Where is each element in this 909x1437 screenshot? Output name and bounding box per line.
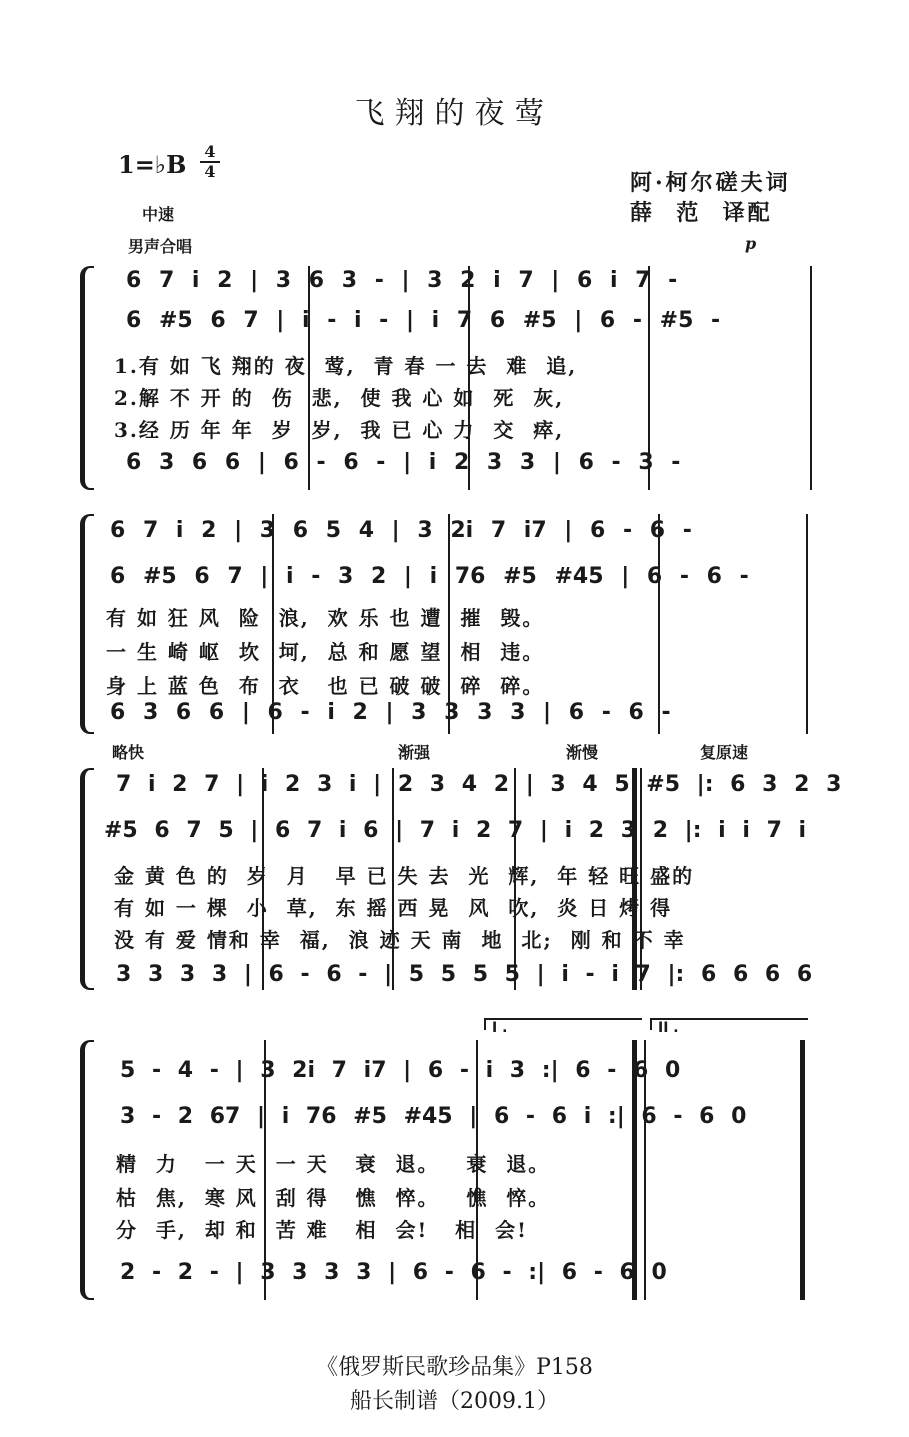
system-1 bbox=[80, 262, 820, 494]
slower-mark: 渐慢 bbox=[566, 743, 599, 762]
voice-1-line: 5 - 4 - | 3 2i 7 i7 | 6 - i 3 :| 6 - 6 0 bbox=[120, 1058, 681, 1083]
source-citation: 《俄罗斯民歌珍品集》P158 bbox=[316, 1355, 593, 1380]
tempo-marking: 中速 bbox=[142, 205, 175, 224]
bass-line: 3 3 3 3 | 6 - 6 - | 5 5 5 5 | i - i 7 |: 6 6 6 6 bbox=[116, 962, 813, 987]
voice-2-line: 6 #5 6 7 | i - i - | i 7 6 #5 | 6 - #5 - bbox=[126, 308, 721, 333]
arranger-credit: 薛 范 译配 bbox=[630, 200, 773, 226]
system-3 bbox=[80, 764, 842, 994]
bass-line: 6 3 6 6 | 6 - 6 - | i 2 3 3 | 6 - 3 - bbox=[126, 450, 681, 475]
lyric-verse-1: 有 如 狂 风 险 浪, 欢 乐 也 遭 摧 毁。 bbox=[106, 606, 545, 630]
ensemble-label: 男声合唱 bbox=[128, 237, 193, 256]
lyric-verse-3: 分 手, 却 和 苦 难 相 会! 相 会! bbox=[116, 1218, 528, 1242]
system-brace bbox=[80, 1040, 94, 1300]
lyric-verse-1: 精 力 一 天 一 天 衰 退。 衰 退。 bbox=[116, 1152, 551, 1176]
voice-2-line: 6 #5 6 7 | i - 3 2 | i 76 #5 #45 | 6 - 6 - bbox=[110, 564, 749, 589]
time-signature bbox=[200, 144, 220, 180]
lyric-verse-2: 有 如 一 棵 小 草, 东 摇 西 晃 风 吹, 炎 日 烤 得 bbox=[114, 896, 673, 920]
system-brace bbox=[80, 266, 94, 490]
lyric-verse-1: 1.有 如 飞 翔的 夜 莺, 青 春 一 去 难 追, bbox=[114, 354, 578, 378]
bass-line: 2 - 2 - | 3 3 3 3 | 6 - 6 - :| 6 - 6 0 bbox=[120, 1260, 667, 1285]
lyricist-credit: 阿·柯尔磋夫词 bbox=[630, 170, 791, 196]
voice-2-line: #5 6 7 5 | 6 7 i 6 | 7 i 2 7 | i 2 3 2 |: i i 7 i bbox=[104, 818, 807, 843]
crescendo-mark: 渐强 bbox=[398, 743, 431, 762]
voice-1-line: 6 7 i 2 | 3 6 3 - | 3 2 i 7 | 6 i 7 - bbox=[126, 268, 678, 293]
bass-line: 6 3 6 6 | 6 - i 2 | 3 3 3 3 | 6 - 6 - bbox=[110, 700, 671, 725]
time-signature-top: 4 bbox=[204, 142, 216, 161]
lyric-verse-2: 枯 焦, 寒 风 刮 得 憔 悴。 憔 悴。 bbox=[116, 1186, 551, 1210]
lyric-verse-3: 3.经 历 年 年 岁 岁, 我 已 心 力 交 瘁, bbox=[114, 418, 565, 442]
time-signature-bottom: 4 bbox=[204, 162, 216, 181]
transcriber-credit: 船长制谱（2009.1） bbox=[350, 1389, 559, 1414]
resume-tempo-mark: 复原速 bbox=[700, 743, 749, 762]
voice-2-line: 3 - 2 67 | i 76 #5 #45 | 6 - 6 i :| 6 - 6 0 bbox=[120, 1104, 747, 1129]
dynamic-marking: p bbox=[745, 234, 757, 253]
second-ending: II . bbox=[650, 1018, 808, 1030]
first-ending: I . bbox=[484, 1018, 642, 1030]
system-brace bbox=[80, 514, 94, 734]
lyric-verse-2: 2.解 不 开 的 伤 悲, 使 我 心 如 死 灰, bbox=[114, 386, 565, 410]
lyric-verse-1: 金 黄 色 的 岁 月 早 已 失 去 光 辉, 年 轻 旺 盛的 bbox=[114, 864, 695, 888]
lyric-verse-3: 没 有 爱 情和 幸 福, 浪 迹 天 南 地 北; 刚 和 不 幸 bbox=[114, 928, 686, 952]
voice-1-line: 7 i 2 7 | i 2 3 i | 2 3 4 2 | 3 4 5 #5 |: 6 3 2 3 bbox=[116, 772, 842, 797]
tempo-faster-mark: 略快 bbox=[112, 743, 145, 762]
key-signature: 1=♭B bbox=[118, 150, 187, 179]
system-2 bbox=[80, 510, 820, 738]
system-4 bbox=[80, 1040, 820, 1302]
lyric-verse-3: 身 上 蓝 色 布 衣 也 已 破 破 碎 碎。 bbox=[106, 674, 545, 698]
system-brace bbox=[80, 768, 94, 990]
voice-1-line: 6 7 i 2 | 3 6 5 4 | 3 2i 7 i7 | 6 - 6 - bbox=[110, 518, 692, 543]
lyric-verse-2: 一 生 崎 岖 坎 坷, 总 和 愿 望 相 违。 bbox=[106, 640, 545, 664]
song-title: 飞翔的夜莺 bbox=[354, 96, 555, 131]
